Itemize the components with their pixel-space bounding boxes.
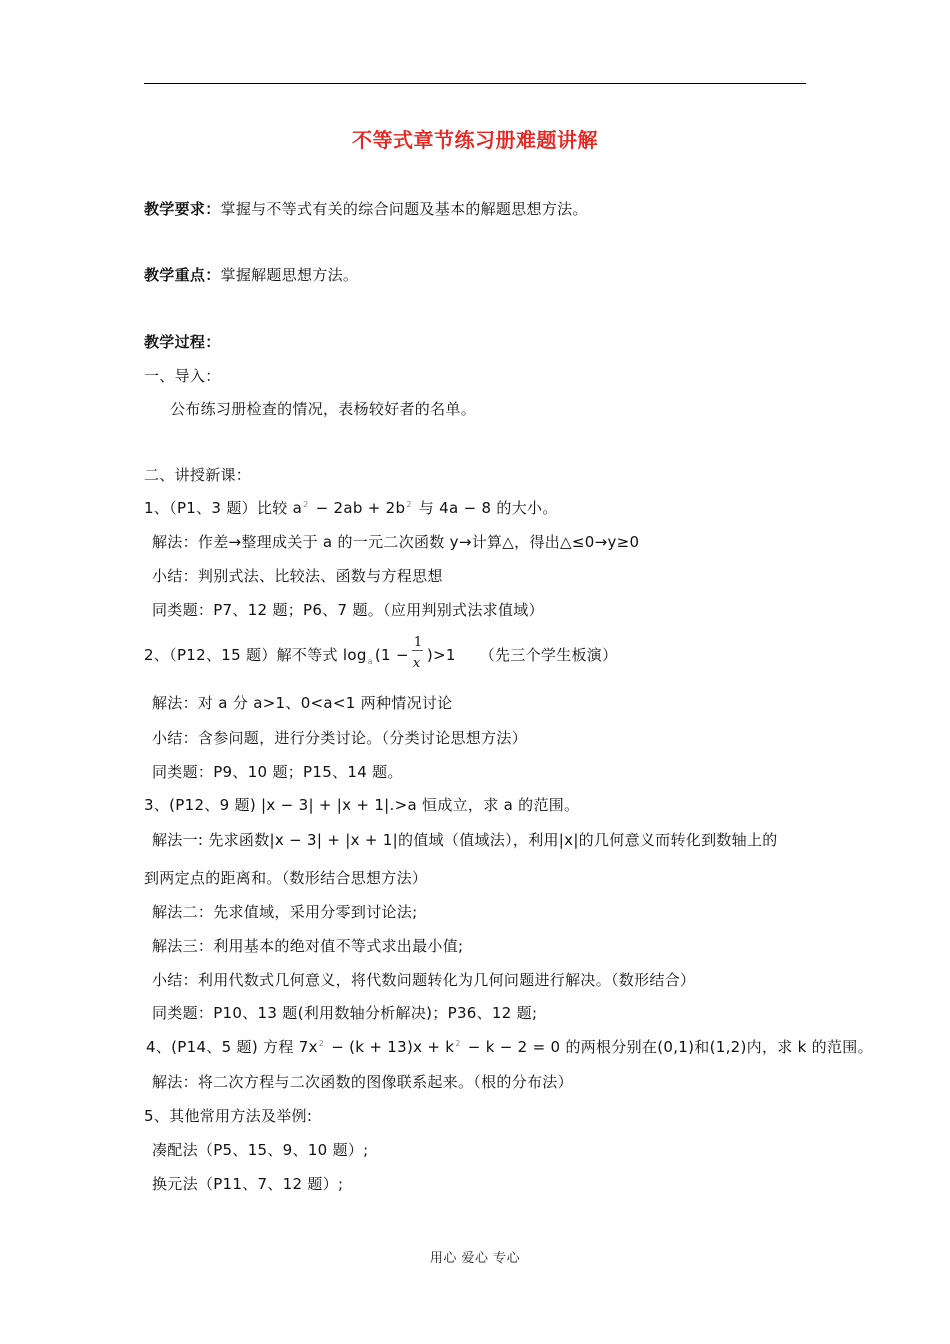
process-heading: 教学过程： <box>144 333 221 351</box>
header-rule <box>144 83 806 84</box>
p1-exponent-2: 2 <box>406 500 412 509</box>
problem-1-similar: 同类题：P7、12 题；P6、7 题。（应用判别式法求值域） <box>152 601 544 619</box>
p1-text-mid: − 2ab + 2b <box>310 499 406 517</box>
problem-1-summary: 小结：判别式法、比较法、函数与方程思想 <box>152 567 443 585</box>
page-title: 不等式章节练习册难题讲解 <box>352 128 598 152</box>
method-substitution: 换元法（P11、7、12 题）; <box>152 1175 344 1193</box>
p2-text-pre: 2、（P12、15 题）解不等式 log <box>144 646 367 664</box>
p4-text-pre: 4、(P14、5 题) 方程 7x <box>146 1038 318 1056</box>
p1-text-post: 与 4a − 8 的大小。 <box>413 499 558 517</box>
problem-3-statement: 3、(P12、9 题) |x − 3| + |x + 1|.>a 恒成立，求 a 的范围。 <box>144 796 580 814</box>
problem-4-solution: 解法：将二次方程与二次函数的图像联系起来。（根的分布法） <box>152 1073 573 1091</box>
fraction-one-over-x <box>411 635 425 671</box>
focus-text: 掌握解题思想方法。 <box>220 266 359 284</box>
p2-text-open: (1 − <box>374 646 409 664</box>
problem-1-statement <box>144 498 558 518</box>
page-footer: 用心 爱心 专心 <box>429 1251 521 1266</box>
problem-3-similar: 同类题：P10、13 题(利用数轴分析解决)；P36、12 题; <box>152 1004 538 1022</box>
problem-3-solution-2: 解法二：先求值域，采用分零到讨论法; <box>152 903 418 921</box>
problem-2-similar: 同类题：P9、10 题；P15、14 题。 <box>152 763 403 781</box>
p2-log-base: a <box>367 657 373 666</box>
teaching-focus <box>144 265 358 285</box>
requirement-label: 教学要求： <box>144 200 221 218</box>
problem-1-solution: 解法：作差→整理成关于 a 的一元二次函数 y→计算△，得出△≤0→y≥0 <box>152 533 640 551</box>
problem-4-statement <box>146 1037 873 1057</box>
p1-exponent-1: 2 <box>303 500 309 509</box>
problem-5-heading: 5、其他常用方法及举例: <box>144 1107 313 1125</box>
fraction-bar <box>412 650 423 651</box>
teaching-requirement <box>144 199 588 219</box>
fraction-numerator: 1 <box>413 635 423 650</box>
problem-2-statement <box>144 635 618 671</box>
problem-3-solution-1a: 解法一: 先求函数|x − 3| + |x + 1|的值域（值域法），利用|x|的几何意义而转化到数轴上的 <box>152 831 778 849</box>
section-new-lesson-heading: 二、讲授新课： <box>144 466 252 484</box>
p2-note: （先三个学生板演） <box>479 646 618 664</box>
section-intro-heading: 一、导入： <box>144 367 221 385</box>
problem-2-solution: 解法：对 a 分 a>1、0<a<1 两种情况讨论 <box>152 694 453 712</box>
p4-text-mid: − (k + 13)x + k <box>326 1038 455 1056</box>
p1-text-pre: 1、（P1、3 题）比较 a <box>144 499 303 517</box>
problem-2-summary: 小结：含参问题，进行分类讨论。（分类讨论思想方法） <box>152 729 528 747</box>
p2-text-close: )>1 <box>426 646 456 664</box>
method-matching: 凑配法（P5、15、9、10 题）; <box>152 1141 369 1159</box>
problem-3-summary: 小结：利用代数式几何意义，将代数问题转化为几何问题进行解决。（数形结合） <box>152 971 696 989</box>
p4-exponent-1: 2 <box>318 1039 325 1048</box>
section-intro-body: 公布练习册检查的情况，表杨较好者的名单。 <box>170 400 477 418</box>
focus-label: 教学重点： <box>144 266 221 284</box>
p4-text-post: − k − 2 = 0 的两根分别在(0,1)和(1,2)内，求 k 的范围。 <box>462 1038 873 1056</box>
fraction-denominator: x <box>412 656 421 671</box>
requirement-text: 掌握与不等式有关的综合问题及基本的解题思想方法。 <box>220 200 588 218</box>
problem-3-solution-1b: 到两定点的距离和。（数形结合思想方法） <box>144 869 428 887</box>
problem-3-solution-3: 解法三：利用基本的绝对值不等式求出最小值; <box>152 937 464 955</box>
p4-exponent-2: 2 <box>455 1039 461 1048</box>
